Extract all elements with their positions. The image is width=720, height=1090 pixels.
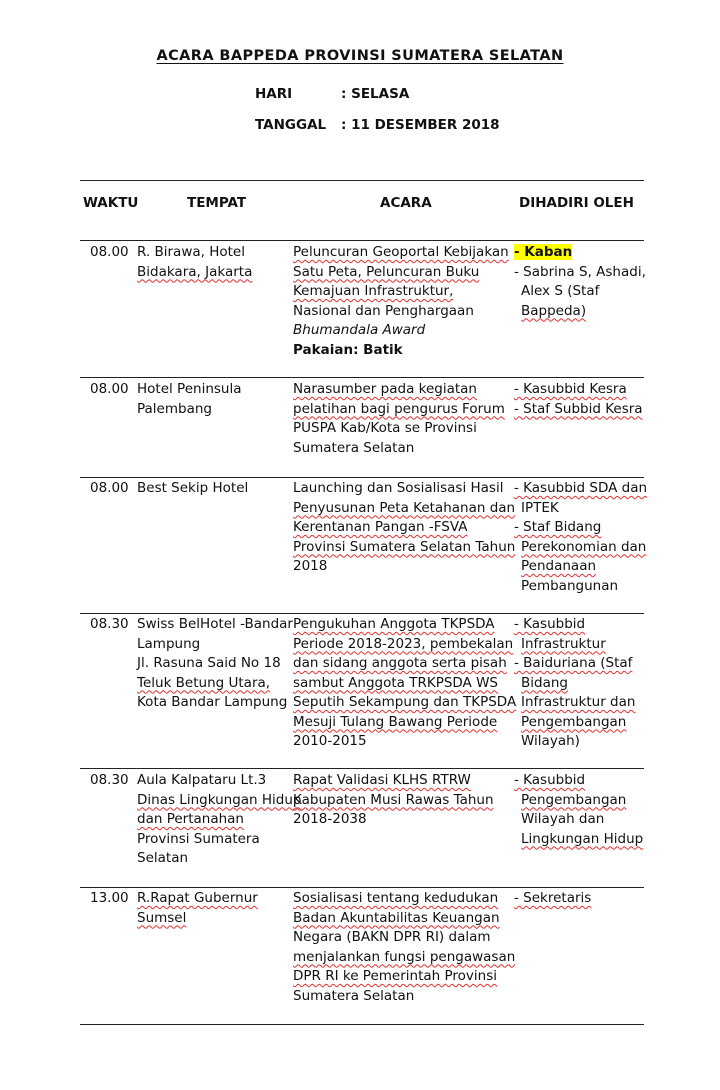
time-cell: 08.00 xyxy=(90,381,129,397)
document-title-text: ACARA BAPPEDA PROVINSI SUMATERA SELATAN xyxy=(156,48,564,64)
date-label: TANGGAL xyxy=(255,117,327,133)
time-cell: 13.00 xyxy=(90,890,129,906)
attendee-line: Bappeda) xyxy=(521,302,587,319)
event-cell xyxy=(293,889,516,1006)
place-line: Teluk Betung Utara, xyxy=(137,674,271,691)
time-cell: 08.00 xyxy=(90,244,129,260)
event-line: Provinsi Sumatera Selatan Tahun xyxy=(293,538,516,555)
header-waktu: WAKTU xyxy=(83,195,139,211)
attendee-line: Infrastruktur dan xyxy=(521,694,636,710)
event-cell xyxy=(293,243,513,360)
event-line: PUSPA Kab/Kota se Provinsi xyxy=(293,420,477,436)
event-line: 2018 xyxy=(293,558,328,574)
attendees-cell xyxy=(514,889,649,909)
attendee-line: - Kasubbid Kesra xyxy=(514,381,627,397)
header-bottom-rule xyxy=(80,240,644,241)
place-line: Selatan xyxy=(137,850,189,866)
event-line: DPR RI ke Pemerintah Provinsi xyxy=(293,968,497,984)
event-line: Mesuji Tulang Bawang Periode xyxy=(293,713,498,730)
event-line: pelatihan bagi pengurus Forum xyxy=(293,400,505,417)
place-line: Provinsi Sumatera xyxy=(137,830,260,847)
attendee-line: Pembangunan xyxy=(521,577,619,594)
place-line: dan Pertanahan xyxy=(137,811,244,827)
event-line: Periode 2018-2023, pembekalan xyxy=(293,635,514,652)
event-line: Nasional dan Penghargaan xyxy=(293,302,474,319)
attendee-line: - Sekretaris xyxy=(514,890,592,906)
place-line: Dinas Lingkungan Hidup xyxy=(137,791,302,808)
header-acara: ACARA xyxy=(380,195,432,211)
event-cell xyxy=(293,479,516,577)
attendee-line: - Baiduriana (Staf xyxy=(514,655,633,671)
event-line: dan sidang anggota serta pisah xyxy=(293,655,507,671)
place-cell xyxy=(137,771,302,869)
attendees-cell xyxy=(514,380,649,419)
event-line-award: Bhumandala Award xyxy=(293,322,426,338)
place-cell xyxy=(137,889,297,928)
attendee-line: - Kasubbid xyxy=(514,772,586,788)
event-line: Rapat Validasi KLHS RTRW xyxy=(293,772,471,788)
attendee-line: Pendanaan xyxy=(521,558,597,574)
attendee-line: Alex S (Staf xyxy=(521,283,600,299)
day-value: : SELASA xyxy=(341,86,410,102)
place-cell xyxy=(137,615,297,713)
attendee-line: - Staf Bidang xyxy=(514,519,602,535)
event-line: Kemajuan Infrastruktur, xyxy=(293,283,454,299)
attendee-line: Lingkungan Hidup xyxy=(521,830,644,847)
table-bottom-rule xyxy=(80,1024,644,1025)
place-line: Kota Bandar Lampung xyxy=(137,694,288,710)
dress-code: Pakaian: Batik xyxy=(293,341,403,358)
header-dihadiri-oleh: DIHADIRI OLEH xyxy=(519,195,634,211)
event-line: Sumatera Selatan xyxy=(293,987,415,1004)
attendee-line: Pengembangan xyxy=(521,791,627,808)
attendees-cell xyxy=(514,771,649,849)
event-line: Badan Akuntabilitas Keuangan xyxy=(293,909,500,926)
attendee-line: Pengembangan xyxy=(521,713,627,730)
attendee-line: Bidang xyxy=(521,674,568,691)
attendee-line: - Kasubbid xyxy=(514,616,586,632)
event-line: Sumatera Selatan xyxy=(293,439,415,456)
day-line xyxy=(255,86,409,102)
time-cell: 08.00 xyxy=(90,480,129,496)
place-line: Hotel Peninsula xyxy=(137,381,242,397)
event-line: 2010-2015 xyxy=(293,733,367,749)
attendees-cell xyxy=(514,615,649,752)
place-line: Best Sekip Hotel xyxy=(137,480,249,496)
place-line: Aula Kalpataru Lt.3 xyxy=(137,772,267,788)
event-cell xyxy=(293,615,517,752)
time-cell: 08.30 xyxy=(90,616,129,632)
event-line: sambut Anggota TRKPSDA WS xyxy=(293,674,499,691)
event-line: Negara (BAKN DPR RI) dalam xyxy=(293,929,491,945)
attendee-line: - Staf Subbid Kesra xyxy=(514,400,643,417)
row-divider xyxy=(80,477,644,478)
header-tempat: TEMPAT xyxy=(187,195,247,211)
row-divider xyxy=(80,613,644,614)
event-line: Launching dan Sosialisasi Hasil xyxy=(293,480,504,496)
attendee-line: IPTEK xyxy=(521,499,559,516)
event-line: Peluncuran Geoportal Kebijakan xyxy=(293,244,509,260)
row-divider xyxy=(80,768,644,769)
table-top-rule xyxy=(80,180,644,181)
event-line: Kabupaten Musi Rawas Tahun xyxy=(293,791,494,808)
event-cell xyxy=(293,771,513,830)
place-cell xyxy=(137,479,297,499)
event-line: Narasumber pada kegiatan xyxy=(293,381,477,397)
event-line: Kerentanan Pangan -FSVA xyxy=(293,519,468,535)
event-line: Sosialisasi tentang kedudukan xyxy=(293,890,499,906)
event-line: 2018-2038 xyxy=(293,811,367,827)
event-line: Satu Peta, Peluncuran Buku xyxy=(293,263,480,280)
place-line: Palembang xyxy=(137,400,212,417)
place-line: Sumsel xyxy=(137,909,187,926)
time-cell: 08.30 xyxy=(90,772,129,788)
place-line: Bidakara, Jakarta xyxy=(137,263,253,280)
attendees-cell xyxy=(514,479,649,596)
row-divider xyxy=(80,377,644,378)
attendee-line: Infrastruktur xyxy=(521,635,606,652)
date-line xyxy=(255,117,500,133)
attendee-line: Wilayah dan xyxy=(521,811,605,827)
day-label: HARI xyxy=(255,86,293,102)
attendee-line: Perekonomian dan xyxy=(521,538,647,555)
place-line: Swiss BelHotel -Bandar xyxy=(137,616,293,632)
place-cell xyxy=(137,380,297,419)
place-line: R. Birawa, Hotel xyxy=(137,244,245,260)
attendee-line: - Kasubbid SDA dan xyxy=(514,480,648,496)
place-line: R.Rapat Gubernur xyxy=(137,890,258,906)
attendee-line: Wilayah) xyxy=(521,733,580,749)
document-title xyxy=(0,48,720,64)
event-line: menjalankan fungsi pengawasan xyxy=(293,948,516,965)
event-cell xyxy=(293,380,513,458)
attendee-line: - Sabrina S, Ashadi, xyxy=(514,263,646,280)
date-value: : 11 DESEMBER 2018 xyxy=(341,117,500,133)
place-line: Lampung xyxy=(137,635,201,652)
place-line: Jl. Rasuna Said No 18 xyxy=(137,655,281,671)
event-line: Seputih Sekampung dan TKPSDA xyxy=(293,694,517,710)
attendees-cell xyxy=(514,243,649,321)
place-cell xyxy=(137,243,297,282)
row-divider xyxy=(80,887,644,888)
event-line: Penyusunan Peta Ketahanan dan xyxy=(293,499,516,516)
event-line: Pengukuhan Anggota TKPSDA xyxy=(293,616,495,632)
attendee-line-highlighted: - Kaban xyxy=(514,244,573,260)
